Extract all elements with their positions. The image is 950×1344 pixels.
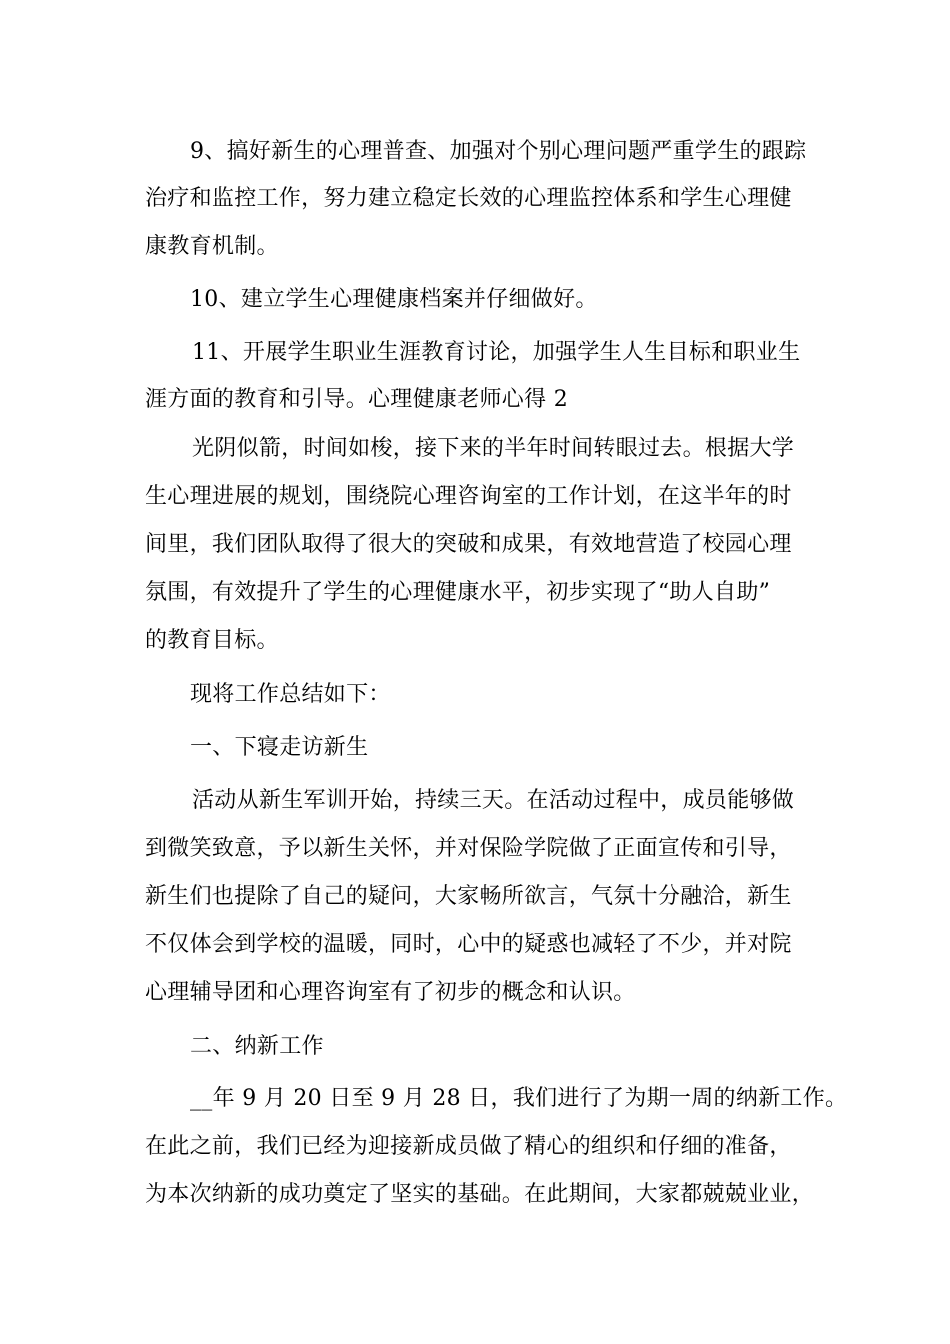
paragraph-line: 现将工作总结如下：: [190, 682, 391, 707]
paragraph-line: 10、建立学生心理健康档案并仔细做好。: [190, 287, 598, 312]
paragraph-line: 活动从新生军训开始，持续三天。在活动过程中，成员能够做: [192, 788, 795, 813]
paragraph-line: 氛围，有效提升了学生的心理健康水平，初步实现了“助人自助”: [145, 580, 771, 605]
section-heading: 二、纳新工作: [190, 1034, 324, 1059]
paragraph-line: 到微笑致意，予以新生关怀，并对保险学院做了正面宣传和引导，: [145, 836, 792, 861]
paragraph-line: 治疗和监控工作，努力建立稳定长效的心理监控体系和学生心理健: [145, 186, 792, 211]
paragraph-line: 在此之前，我们已经为迎接新成员做了精心的组织和仔细的准备，: [145, 1134, 792, 1159]
paragraph-line: 光阴似箭，时间如梭，接下来的半年时间转眼过去。根据大学: [192, 436, 795, 461]
paragraph-line: __年 9 月 20 日至 9 月 28 日，我们进行了为期一周的纳新工作。: [190, 1086, 848, 1111]
paragraph-line: 涯方面的教育和引导。心理健康老师心得 2: [145, 387, 568, 412]
paragraph-line: 新生们也提除了自己的疑问，大家畅所欲言，气氛十分融洽，新生: [145, 884, 792, 909]
section-heading: 一、下寝走访新生: [190, 735, 369, 760]
paragraph-line: 生心理进展的规划，围绕院心理咨询室的工作计划，在这半年的时: [145, 484, 792, 509]
paragraph-line: 11、开展学生职业生涯教育讨论，加强学生人生目标和职业生: [192, 340, 801, 365]
paragraph-line: 间里，我们团队取得了很大的突破和成果，有效地营造了校园心理: [145, 532, 792, 557]
paragraph-line: 不仅体会到学校的温暖，同时，心中的疑惑也减轻了不少，并对院: [145, 932, 792, 957]
paragraph-line: 康教育机制。: [145, 234, 279, 259]
paragraph-line: 心理辅导团和心理咨询室有了初步的概念和认识。: [145, 980, 636, 1005]
paragraph-line: 为本次纳新的成功奠定了坚实的基础。在此期间，大家都兢兢业业，: [145, 1182, 815, 1207]
paragraph-line: 9、搞好新生的心理普查、加强对个别心理问题严重学生的跟踪: [190, 139, 807, 164]
paragraph-line: 的教育目标。: [145, 628, 279, 653]
